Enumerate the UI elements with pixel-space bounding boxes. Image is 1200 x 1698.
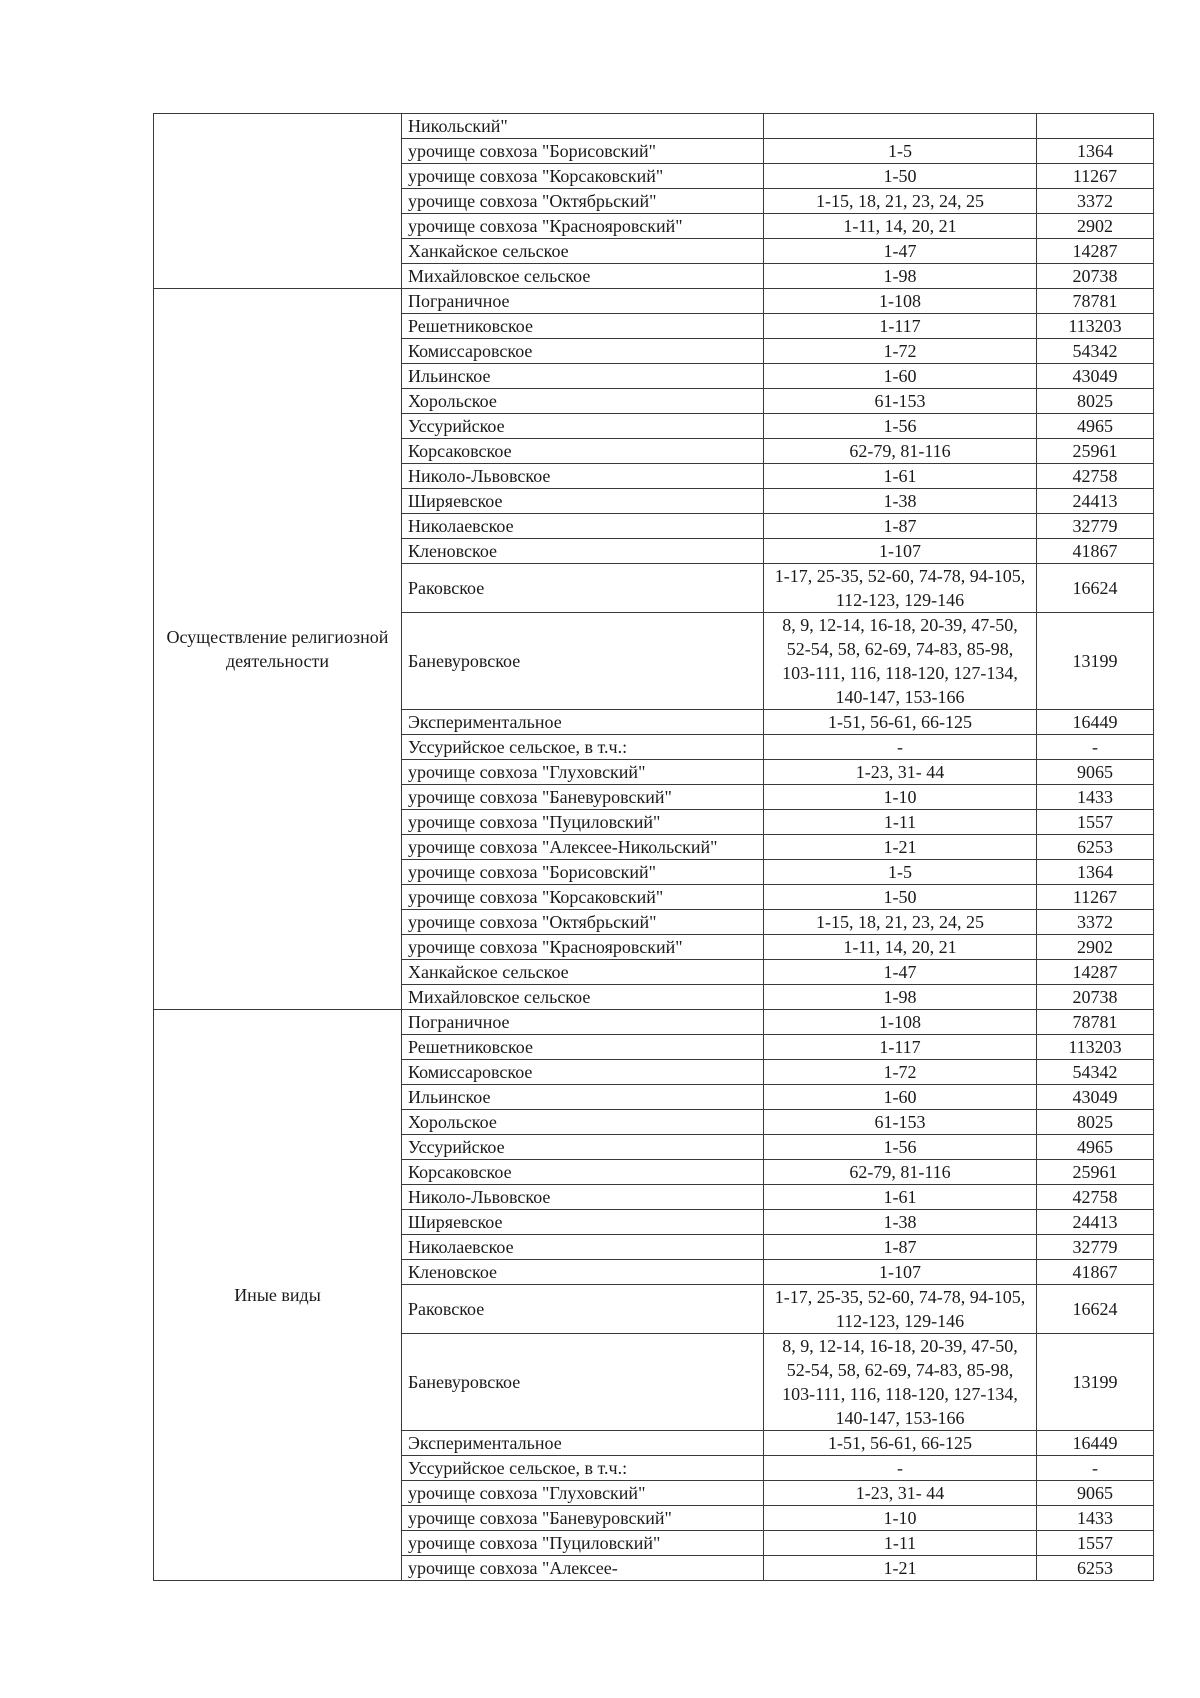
location-cell: Ширяевское [402,1210,764,1235]
area-cell: 24413 [1037,1210,1154,1235]
quarters-range-cell: 1-10 [764,785,1037,810]
area-cell: 3372 [1037,189,1154,214]
location-cell: урочище совхоза "Октябрьский" [402,910,764,935]
quarters-range-cell: 1-47 [764,960,1037,985]
quarters-range-cell: 1-72 [764,339,1037,364]
quarters-range-cell: 1-72 [764,1060,1037,1085]
location-cell: урочище совхоза "Борисовский" [402,139,764,164]
area-cell: 54342 [1037,1060,1154,1085]
area-cell: 11267 [1037,164,1154,189]
location-cell: Корсаковское [402,439,764,464]
area-cell: 1364 [1037,860,1154,885]
location-cell: Экспериментальное [402,1431,764,1456]
area-cell: 13199 [1037,613,1154,710]
quarters-range-cell: - [764,735,1037,760]
area-cell: 16449 [1037,1431,1154,1456]
area-cell: 8025 [1037,1110,1154,1135]
area-cell: 6253 [1037,1556,1154,1581]
quarters-range-cell: 1-61 [764,464,1037,489]
quarters-range-cell: 1-98 [764,985,1037,1010]
location-cell: Хорольское [402,1110,764,1135]
area-cell: 42758 [1037,1185,1154,1210]
location-cell: Решетниковское [402,314,764,339]
location-cell: Раковское [402,1285,764,1334]
location-cell: Николаевское [402,514,764,539]
location-cell: Корсаковское [402,1160,764,1185]
quarters-range-cell: 1-60 [764,1085,1037,1110]
quarters-range-cell: 1-15, 18, 21, 23, 24, 25 [764,910,1037,935]
area-cell: 16624 [1037,1285,1154,1334]
quarters-range-cell: 1-56 [764,1135,1037,1160]
quarters-range-cell: - [764,1456,1037,1481]
category-cell: Иные виды [154,1010,402,1581]
area-cell: 1557 [1037,1531,1154,1556]
area-cell: 32779 [1037,514,1154,539]
area-cell: 43049 [1037,1085,1154,1110]
area-cell: 3372 [1037,910,1154,935]
quarters-range-cell: 62-79, 81-116 [764,439,1037,464]
quarters-range-cell: 1-107 [764,1260,1037,1285]
quarters-range-cell: 1-60 [764,364,1037,389]
area-cell [1037,114,1154,139]
location-cell: урочище совхоза "Глуховский" [402,1481,764,1506]
location-cell: Николо-Львовское [402,1185,764,1210]
location-cell: Николаевское [402,1235,764,1260]
quarters-range-cell: 1-5 [764,860,1037,885]
quarters-range-cell: 1-61 [764,1185,1037,1210]
area-cell: 54342 [1037,339,1154,364]
area-cell: 24413 [1037,489,1154,514]
location-cell: Михайловское сельское [402,264,764,289]
location-cell: Уссурийское сельское, в т.ч.: [402,1456,764,1481]
location-cell: Ильинское [402,1085,764,1110]
area-cell: 16449 [1037,710,1154,735]
area-cell: 25961 [1037,1160,1154,1185]
quarters-range-cell: 1-108 [764,289,1037,314]
area-cell: 6253 [1037,835,1154,860]
area-cell: 2902 [1037,214,1154,239]
location-cell: урочище совхоза "Краснояровский" [402,214,764,239]
quarters-range-cell: 1-11 [764,1531,1037,1556]
quarters-range-cell: 1-51, 56-61, 66-125 [764,1431,1037,1456]
area-cell: 9065 [1037,1481,1154,1506]
area-cell: 1364 [1037,139,1154,164]
quarters-range-cell: 1-10 [764,1506,1037,1531]
area-cell: 1433 [1037,785,1154,810]
area-cell: - [1037,735,1154,760]
area-cell: 11267 [1037,885,1154,910]
area-cell: 78781 [1037,289,1154,314]
location-cell: урочище совхоза "Глуховский" [402,760,764,785]
quarters-range-cell: 61-153 [764,389,1037,414]
quarters-range-cell: 1-38 [764,1210,1037,1235]
quarters-range-cell: 1-21 [764,1556,1037,1581]
location-cell: Баневуровское [402,613,764,710]
quarters-range-cell: 1-87 [764,514,1037,539]
table-row [154,114,1154,139]
area-cell: 1433 [1037,1506,1154,1531]
location-cell: Уссурийское сельское, в т.ч.: [402,735,764,760]
location-cell: урочище совхоза "Баневуровский" [402,1506,764,1531]
location-cell: урочище совхоза "Краснояровский" [402,935,764,960]
quarters-range-cell: 1-15, 18, 21, 23, 24, 25 [764,189,1037,214]
quarters-range-cell: 1-117 [764,1035,1037,1060]
quarters-range-cell: 1-23, 31- 44 [764,1481,1037,1506]
location-cell: Пограничное [402,1010,764,1035]
location-cell: Никольский" [402,114,764,139]
location-cell: Пограничное [402,289,764,314]
location-cell: урочище совхоза "Пуциловский" [402,1531,764,1556]
location-cell: урочище совхоза "Алексее- [402,1556,764,1581]
quarters-range-cell: 61-153 [764,1110,1037,1135]
area-cell: 43049 [1037,364,1154,389]
quarters-range-cell: 1-108 [764,1010,1037,1035]
quarters-range-cell: 1-51, 56-61, 66-125 [764,710,1037,735]
quarters-range-cell: 1-11, 14, 20, 21 [764,935,1037,960]
area-cell: 41867 [1037,1260,1154,1285]
area-cell: - [1037,1456,1154,1481]
quarters-range-cell: 8, 9, 12-14, 16-18, 20-39, 47-50, 52-54, 58, 62-69, 74-83, 85-98, 103-111, 116, 118-120, 127-134, 140-147, 153-166 [764,613,1037,710]
quarters-range-cell: 1-56 [764,414,1037,439]
location-cell: Кленовское [402,1260,764,1285]
quarters-range-cell: 1-47 [764,239,1037,264]
area-cell: 14287 [1037,239,1154,264]
area-cell: 41867 [1037,539,1154,564]
location-cell: Ширяевское [402,489,764,514]
quarters-range-cell: 1-11 [764,810,1037,835]
location-cell: Ильинское [402,364,764,389]
location-cell: урочище совхоза "Октябрьский" [402,189,764,214]
location-cell: урочище совхоза "Алексее-Никольский" [402,835,764,860]
location-cell: урочище совхоза "Баневуровский" [402,785,764,810]
area-cell: 78781 [1037,1010,1154,1035]
area-cell: 32779 [1037,1235,1154,1260]
area-cell: 1557 [1037,810,1154,835]
quarters-range-cell: 1-17, 25-35, 52-60, 74-78, 94-105, 112-123, 129-146 [764,1285,1037,1334]
area-cell: 42758 [1037,464,1154,489]
quarters-range-cell: 1-5 [764,139,1037,164]
location-cell: Комиссаровское [402,339,764,364]
quarters-range-cell: 1-98 [764,264,1037,289]
area-cell: 20738 [1037,985,1154,1010]
area-cell: 113203 [1037,1035,1154,1060]
location-cell: Раковское [402,564,764,613]
quarters-range-cell: 1-38 [764,489,1037,514]
quarters-range-cell: 1-50 [764,885,1037,910]
quarters-range-cell: 1-17, 25-35, 52-60, 74-78, 94-105, 112-123, 129-146 [764,564,1037,613]
table-row [154,1010,1154,1035]
location-cell: Ханкайское сельское [402,239,764,264]
area-cell: 4965 [1037,1135,1154,1160]
quarters-range-cell: 1-117 [764,314,1037,339]
location-cell: урочище совхоза "Корсаковский" [402,885,764,910]
quarters-range-cell: 1-11, 14, 20, 21 [764,214,1037,239]
location-cell: Решетниковское [402,1035,764,1060]
area-cell: 2902 [1037,935,1154,960]
location-cell: Михайловское сельское [402,985,764,1010]
location-cell: Экспериментальное [402,710,764,735]
table-row [154,289,1154,314]
location-cell: Уссурийское [402,414,764,439]
quarters-range-cell [764,114,1037,139]
quarters-range-cell: 1-50 [764,164,1037,189]
location-cell: Комиссаровское [402,1060,764,1085]
location-cell: Николо-Львовское [402,464,764,489]
category-cell: Осуществление религиозной деятельности [154,289,402,1010]
location-cell: урочище совхоза "Корсаковский" [402,164,764,189]
table-body [154,114,1154,1581]
quarters-range-cell: 62-79, 81-116 [764,1160,1037,1185]
quarters-range-cell: 1-21 [764,835,1037,860]
area-cell: 16624 [1037,564,1154,613]
land-plots-table [153,113,1154,1581]
category-cell [154,114,402,289]
quarters-range-cell: 1-23, 31- 44 [764,760,1037,785]
area-cell: 4965 [1037,414,1154,439]
area-cell: 8025 [1037,389,1154,414]
quarters-range-cell: 8, 9, 12-14, 16-18, 20-39, 47-50, 52-54, 58, 62-69, 74-83, 85-98, 103-111, 116, 118-120, 127-134, 140-147, 153-166 [764,1334,1037,1431]
quarters-range-cell: 1-87 [764,1235,1037,1260]
location-cell: Кленовское [402,539,764,564]
area-cell: 113203 [1037,314,1154,339]
location-cell: Баневуровское [402,1334,764,1431]
location-cell: Ханкайское сельское [402,960,764,985]
area-cell: 14287 [1037,960,1154,985]
quarters-range-cell: 1-107 [764,539,1037,564]
area-cell: 20738 [1037,264,1154,289]
location-cell: Хорольское [402,389,764,414]
location-cell: урочище совхоза "Пуциловский" [402,810,764,835]
location-cell: Уссурийское [402,1135,764,1160]
area-cell: 25961 [1037,439,1154,464]
area-cell: 9065 [1037,760,1154,785]
area-cell: 13199 [1037,1334,1154,1431]
location-cell: урочище совхоза "Борисовский" [402,860,764,885]
